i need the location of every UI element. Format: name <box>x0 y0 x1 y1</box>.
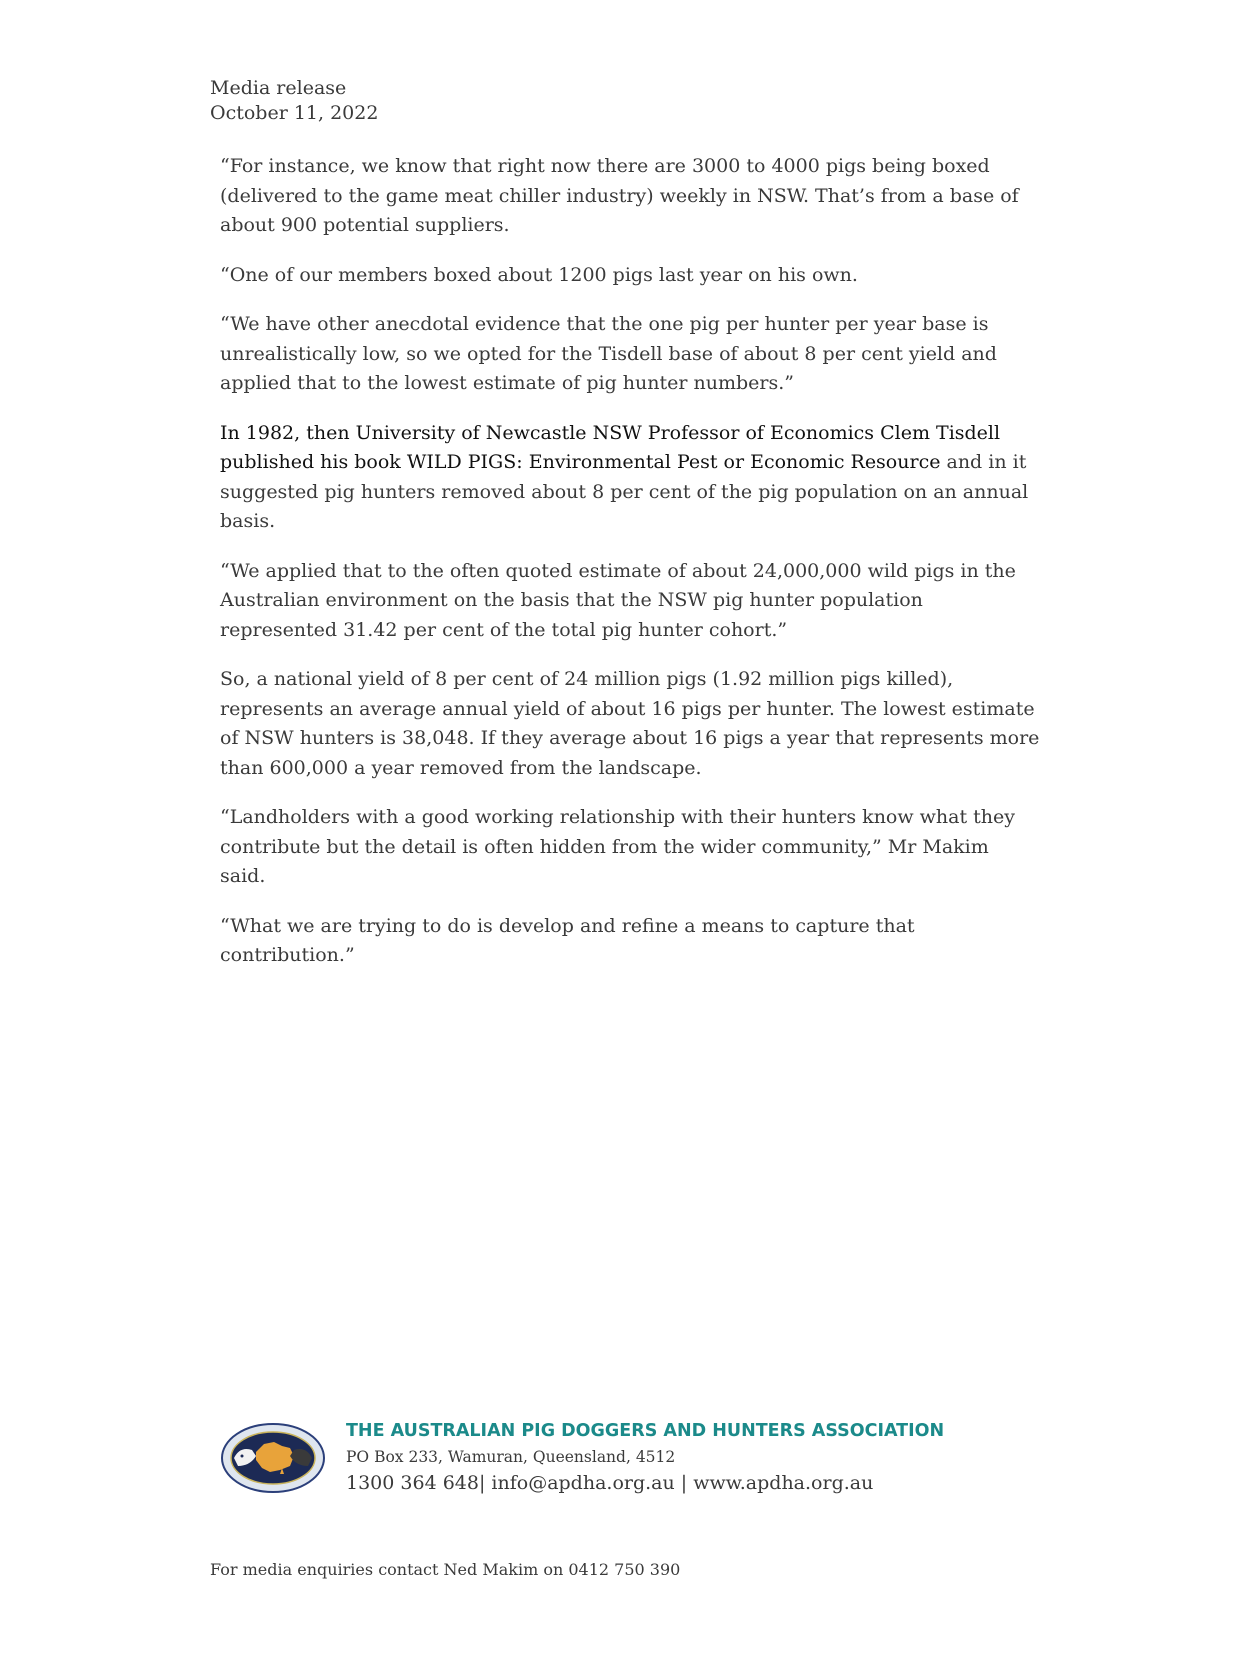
release-body <box>220 152 1040 991</box>
paragraph-closing: “What we are trying to do is develop and refine a means to capture that contribution.” <box>220 914 915 966</box>
association-footer <box>220 1420 1020 1500</box>
association-address: PO Box 233, Wamuran, Queensland, 4512 <box>346 1448 676 1466</box>
paragraph-landholders: “Landholders with a good working relationship with their hunters know what they contribute but the detail is often hidden from the wider community,” Mr Makim said. <box>220 806 1016 887</box>
media-contact: For media enquiries contact Ned Makim on 0412 750 390 <box>210 1560 681 1579</box>
paragraph-national-yield: So, a national yield of 8 per cent of 24 million pigs (1.92 million pigs killed), represents an average annual yield of about 16 pigs per hunter. The lowest estimate of NSW hunters is 38,048. If they average about 16 pigs a year that represents more than 600,000 a year removed from the landscape. <box>220 668 1040 779</box>
tisdell-citation: In 1982, then University of Newcastle NSW Professor of Economics Clem Tisdell published his book WILD PIGS: Environmental Pest or Economic Resource <box>220 421 1001 473</box>
association-name: THE AUSTRALIAN PIG DOGGERS AND HUNTERS ASSOCIATION <box>346 1421 945 1441</box>
release-header <box>210 76 378 126</box>
association-emblem-icon <box>220 1422 326 1494</box>
association-contact: 1300 364 648| info@apdha.org.au | www.apdha.org.au <box>346 1472 874 1494</box>
paragraph-estimate: “We applied that to the often quoted estimate of about 24,000,000 wild pigs in the Australian environment on the basis that the NSW pig hunter population represented 31.42 per cent of the total pig hunter cohort.” <box>220 559 1016 641</box>
tisdell-rest: and in it suggested pig hunters removed about 8 per cent of the pig population on an annual basis. <box>220 451 1029 532</box>
paragraph-member-boxed: “One of our members boxed about 1200 pigs last year on his own. <box>220 263 858 286</box>
paragraph-anecdotal-evidence: “We have other anecdotal evidence that the one pig per hunter per year base is unrealistically low, so we opted for the Tisdell base of about 8 per cent yield and applied that to the lowest estimate of pig hunter numbers.” <box>220 313 997 394</box>
release-label: Media release <box>210 77 347 99</box>
release-date: October 11, 2022 <box>210 102 379 124</box>
paragraph-boxed-pigs: “For instance, we know that right now there are 3000 to 4000 pigs being boxed (delivered to the game meat chiller industry) weekly in NSW. That’s from a base of about 900 potential suppliers. <box>220 155 1019 236</box>
paragraph-tisdell <box>220 419 1040 537</box>
